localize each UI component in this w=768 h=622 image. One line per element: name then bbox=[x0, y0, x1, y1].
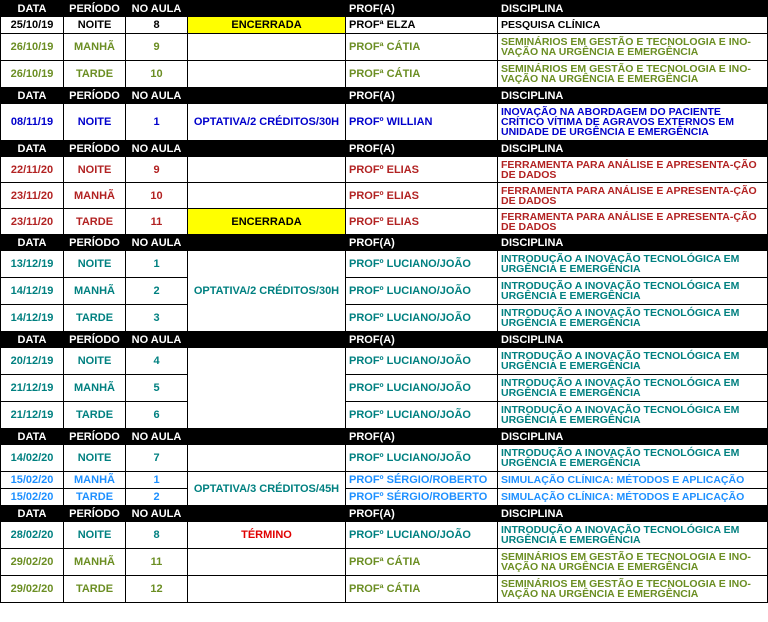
cell-periodo: NOITE bbox=[64, 522, 126, 549]
cell-note bbox=[188, 348, 346, 429]
cell-disciplina: PESQUISA CLÍNICA bbox=[498, 17, 768, 34]
cell-data: 15/02/20 bbox=[1, 489, 64, 506]
cell-periodo: TARDE bbox=[64, 402, 126, 429]
cell-disciplina: SEMINÁRIOS EM GESTÃO E TECNOLOGIA E INO-VAÇÃO NA URGÊNCIA E EMERGÊNCIA bbox=[498, 549, 768, 576]
table-row bbox=[1, 157, 768, 183]
header-data: DATA bbox=[1, 141, 64, 157]
header-prof: PROF(A) bbox=[346, 429, 498, 445]
cell-note bbox=[188, 445, 346, 472]
cell-periodo: MANHÃ bbox=[64, 549, 126, 576]
header-blank bbox=[188, 506, 346, 522]
cell-prof: PROFº LUCIANO/JOÃO bbox=[346, 375, 498, 402]
cell-prof: PROFº LUCIANO/JOÃO bbox=[346, 305, 498, 332]
cell-disciplina: SIMULAÇÃO CLÍNICA: MÉTODOS E APLICAÇÃO bbox=[498, 489, 768, 506]
cell-aula: 11 bbox=[126, 209, 188, 235]
cell-data: 08/11/19 bbox=[1, 104, 64, 141]
cell-disciplina: SEMINÁRIOS EM GESTÃO E TECNOLOGIA E INO-VAÇÃO NA URGÊNCIA E EMERGÊNCIA bbox=[498, 576, 768, 603]
cell-aula: 11 bbox=[126, 549, 188, 576]
cell-disciplina: INTRODUÇÃO A INOVAÇÃO TECNOLÓGICA EM URGÊNCIA E EMERGÊNCIA bbox=[498, 305, 768, 332]
table-row bbox=[1, 348, 768, 375]
cell-aula: 9 bbox=[126, 34, 188, 61]
header-blank bbox=[188, 235, 346, 251]
header-no-aula: NO AULA bbox=[126, 332, 188, 348]
cell-disciplina: SIMULAÇÃO CLÍNICA: MÉTODOS E APLICAÇÃO bbox=[498, 472, 768, 489]
cell-periodo: NOITE bbox=[64, 348, 126, 375]
table-row bbox=[1, 375, 768, 402]
cell-data: 23/11/20 bbox=[1, 209, 64, 235]
table-row bbox=[1, 305, 768, 332]
table-row bbox=[1, 489, 768, 506]
cell-data: 28/02/20 bbox=[1, 522, 64, 549]
header-periodo: PERÍODO bbox=[64, 506, 126, 522]
cell-periodo: TARDE bbox=[64, 61, 126, 88]
header-periodo: PERÍODO bbox=[64, 332, 126, 348]
table-row bbox=[1, 183, 768, 209]
cell-data: 21/12/19 bbox=[1, 402, 64, 429]
cell-prof: PROFª CÁTIA bbox=[346, 34, 498, 61]
cell-aula: 10 bbox=[126, 61, 188, 88]
table-row bbox=[1, 17, 768, 34]
header-no-aula: NO AULA bbox=[126, 88, 188, 104]
cell-aula: 1 bbox=[126, 251, 188, 278]
cell-prof: PROFº LUCIANO/JOÃO bbox=[346, 402, 498, 429]
header-periodo: PERÍODO bbox=[64, 141, 126, 157]
cell-aula: 1 bbox=[126, 472, 188, 489]
header-disciplina: DISCIPLINA bbox=[498, 332, 768, 348]
header-disciplina: DISCIPLINA bbox=[498, 88, 768, 104]
header-row bbox=[1, 506, 768, 522]
cell-prof: PROFª CÁTIA bbox=[346, 61, 498, 88]
table-row bbox=[1, 251, 768, 278]
header-blank bbox=[188, 1, 346, 17]
header-periodo: PERÍODO bbox=[64, 429, 126, 445]
cell-periodo: TARDE bbox=[64, 489, 126, 506]
cell-aula: 9 bbox=[126, 157, 188, 183]
cell-aula: 8 bbox=[126, 522, 188, 549]
header-blank bbox=[188, 429, 346, 445]
cell-aula: 4 bbox=[126, 348, 188, 375]
header-disciplina: DISCIPLINA bbox=[498, 235, 768, 251]
cell-disciplina: INTRODUÇÃO A INOVAÇÃO TECNOLÓGICA EM URGÊNCIA E EMERGÊNCIA bbox=[498, 445, 768, 472]
cell-prof: PROFº LUCIANO/JOÃO bbox=[346, 348, 498, 375]
cell-periodo: NOITE bbox=[64, 104, 126, 141]
cell-prof: PROFº LUCIANO/JOÃO bbox=[346, 522, 498, 549]
cell-periodo: MANHÃ bbox=[64, 375, 126, 402]
status-encerrada: ENCERRADA bbox=[188, 17, 346, 34]
optativa-note: OPTATIVA/2 CRÉDITOS/30H bbox=[188, 104, 346, 141]
cell-prof: PROFª CÁTIA bbox=[346, 576, 498, 603]
header-periodo: PERÍODO bbox=[64, 1, 126, 17]
header-row bbox=[1, 235, 768, 251]
optativa-note: OPTATIVA/3 CRÉDITOS/45H bbox=[188, 472, 346, 506]
cell-aula: 5 bbox=[126, 375, 188, 402]
cell-disciplina: INOVAÇÃO NA ABORDAGEM DO PACIENTE CRÍTICO VÍTIMA DE AGRAVOS EXTERNOS EM UNIDADE DE URGÊNCIA E EMERGÊNCIA bbox=[498, 104, 768, 141]
cell-prof: PROFº ELIAS bbox=[346, 209, 498, 235]
header-row bbox=[1, 141, 768, 157]
header-data: DATA bbox=[1, 332, 64, 348]
cell-prof: PROFº LUCIANO/JOÃO bbox=[346, 278, 498, 305]
cell-data: 23/11/20 bbox=[1, 183, 64, 209]
header-prof: PROF(A) bbox=[346, 506, 498, 522]
header-no-aula: NO AULA bbox=[126, 235, 188, 251]
cell-data: 29/02/20 bbox=[1, 576, 64, 603]
header-disciplina: DISCIPLINA bbox=[498, 429, 768, 445]
cell-note bbox=[188, 549, 346, 576]
cell-periodo: MANHÃ bbox=[64, 278, 126, 305]
cell-prof: PROFº LUCIANO/JOÃO bbox=[346, 445, 498, 472]
cell-disciplina: INTRODUÇÃO A INOVAÇÃO TECNOLÓGICA EM URGÊNCIA E EMERGÊNCIA bbox=[498, 375, 768, 402]
header-row bbox=[1, 332, 768, 348]
cell-disciplina: FERRAMENTA PARA ANÁLISE E APRESENTA-ÇÃO DE DADOS bbox=[498, 157, 768, 183]
table-row bbox=[1, 104, 768, 141]
header-prof: PROF(A) bbox=[346, 332, 498, 348]
cell-prof: PROFº SÉRGIO/ROBERTO bbox=[346, 489, 498, 506]
optativa-note: OPTATIVA/2 CRÉDITOS/30H bbox=[188, 251, 346, 332]
header-no-aula: NO AULA bbox=[126, 429, 188, 445]
header-data: DATA bbox=[1, 235, 64, 251]
cell-aula: 8 bbox=[126, 17, 188, 34]
cell-data: 14/12/19 bbox=[1, 305, 64, 332]
status-termino: TÉRMINO bbox=[188, 522, 346, 549]
cell-aula: 6 bbox=[126, 402, 188, 429]
cell-note bbox=[188, 576, 346, 603]
cell-data: 20/12/19 bbox=[1, 348, 64, 375]
cell-note bbox=[188, 34, 346, 61]
cell-prof: PROFª ELZA bbox=[346, 17, 498, 34]
cell-data: 25/10/19 bbox=[1, 17, 64, 34]
cell-periodo: NOITE bbox=[64, 445, 126, 472]
cell-disciplina: SEMINÁRIOS EM GESTÃO E TECNOLOGIA E INO-VAÇÃO NA URGÊNCIA E EMERGÊNCIA bbox=[498, 34, 768, 61]
cell-prof: PROFº ELIAS bbox=[346, 157, 498, 183]
table-row bbox=[1, 34, 768, 61]
cell-data: 26/10/19 bbox=[1, 34, 64, 61]
cell-periodo: MANHÃ bbox=[64, 183, 126, 209]
header-no-aula: NO AULA bbox=[126, 1, 188, 17]
cell-prof: PROFª CÁTIA bbox=[346, 549, 498, 576]
header-periodo: PERÍODO bbox=[64, 235, 126, 251]
cell-disciplina: INTRODUÇÃO A INOVAÇÃO TECNOLÓGICA EM URGÊNCIA E EMERGÊNCIA bbox=[498, 278, 768, 305]
cell-note bbox=[188, 183, 346, 209]
cell-prof: PROFº LUCIANO/JOÃO bbox=[346, 251, 498, 278]
cell-data: 26/10/19 bbox=[1, 61, 64, 88]
cell-aula: 2 bbox=[126, 278, 188, 305]
table-row bbox=[1, 209, 768, 235]
cell-prof: PROFº SÉRGIO/ROBERTO bbox=[346, 472, 498, 489]
header-prof: PROF(A) bbox=[346, 88, 498, 104]
header-blank bbox=[188, 141, 346, 157]
cell-data: 22/11/20 bbox=[1, 157, 64, 183]
cell-data: 29/02/20 bbox=[1, 549, 64, 576]
cell-disciplina: INTRODUÇÃO A INOVAÇÃO TECNOLÓGICA EM URGÊNCIA E EMERGÊNCIA bbox=[498, 402, 768, 429]
header-disciplina: DISCIPLINA bbox=[498, 506, 768, 522]
header-periodo: PERÍODO bbox=[64, 88, 126, 104]
cell-disciplina: INTRODUÇÃO A INOVAÇÃO TECNOLÓGICA EM URGÊNCIA E EMERGÊNCIA bbox=[498, 251, 768, 278]
header-row bbox=[1, 88, 768, 104]
header-prof: PROF(A) bbox=[346, 141, 498, 157]
table-row bbox=[1, 445, 768, 472]
cell-periodo: NOITE bbox=[64, 17, 126, 34]
cell-periodo: TARDE bbox=[64, 209, 126, 235]
cell-periodo: TARDE bbox=[64, 305, 126, 332]
table-row bbox=[1, 549, 768, 576]
cell-periodo: NOITE bbox=[64, 157, 126, 183]
header-no-aula: NO AULA bbox=[126, 141, 188, 157]
cell-aula: 1 bbox=[126, 104, 188, 141]
status-encerrada: ENCERRADA bbox=[188, 209, 346, 235]
cell-disciplina: INTRODUÇÃO A INOVAÇÃO TECNOLÓGICA EM URGÊNCIA E EMERGÊNCIA bbox=[498, 348, 768, 375]
cell-data: 14/02/20 bbox=[1, 445, 64, 472]
header-data: DATA bbox=[1, 88, 64, 104]
cell-note bbox=[188, 61, 346, 88]
table-row bbox=[1, 522, 768, 549]
table-row bbox=[1, 278, 768, 305]
header-data: DATA bbox=[1, 429, 64, 445]
cell-periodo: MANHÃ bbox=[64, 472, 126, 489]
header-blank bbox=[188, 88, 346, 104]
header-data: DATA bbox=[1, 506, 64, 522]
header-no-aula: NO AULA bbox=[126, 506, 188, 522]
cell-prof: PROFº ELIAS bbox=[346, 183, 498, 209]
cell-aula: 3 bbox=[126, 305, 188, 332]
cell-data: 14/12/19 bbox=[1, 278, 64, 305]
header-disciplina: DISCIPLINA bbox=[498, 141, 768, 157]
header-prof: PROF(A) bbox=[346, 235, 498, 251]
cell-periodo: NOITE bbox=[64, 251, 126, 278]
table-row bbox=[1, 61, 768, 88]
header-row bbox=[1, 1, 768, 17]
cell-aula: 10 bbox=[126, 183, 188, 209]
header-row bbox=[1, 429, 768, 445]
header-blank bbox=[188, 332, 346, 348]
header-prof: PROF(A) bbox=[346, 1, 498, 17]
cell-prof: PROFº WILLIAN bbox=[346, 104, 498, 141]
cell-disciplina: SEMINÁRIOS EM GESTÃO E TECNOLOGIA E INO-VAÇÃO NA URGÊNCIA E EMERGÊNCIA bbox=[498, 61, 768, 88]
header-data: DATA bbox=[1, 1, 64, 17]
table-row bbox=[1, 402, 768, 429]
cell-periodo: TARDE bbox=[64, 576, 126, 603]
cell-note bbox=[188, 157, 346, 183]
cell-periodo: MANHÃ bbox=[64, 34, 126, 61]
cell-disciplina: INTRODUÇÃO A INOVAÇÃO TECNOLÓGICA EM URGÊNCIA E EMERGÊNCIA bbox=[498, 522, 768, 549]
header-disciplina: DISCIPLINA bbox=[498, 1, 768, 17]
table-row bbox=[1, 576, 768, 603]
cell-disciplina: FERRAMENTA PARA ANÁLISE E APRESENTA-ÇÃO DE DADOS bbox=[498, 183, 768, 209]
cell-aula: 12 bbox=[126, 576, 188, 603]
cell-aula: 7 bbox=[126, 445, 188, 472]
cell-disciplina: FERRAMENTA PARA ANÁLISE E APRESENTA-ÇÃO DE DADOS bbox=[498, 209, 768, 235]
cell-aula: 2 bbox=[126, 489, 188, 506]
table-row bbox=[1, 472, 768, 489]
cell-data: 21/12/19 bbox=[1, 375, 64, 402]
cell-data: 15/02/20 bbox=[1, 472, 64, 489]
cell-data: 13/12/19 bbox=[1, 251, 64, 278]
